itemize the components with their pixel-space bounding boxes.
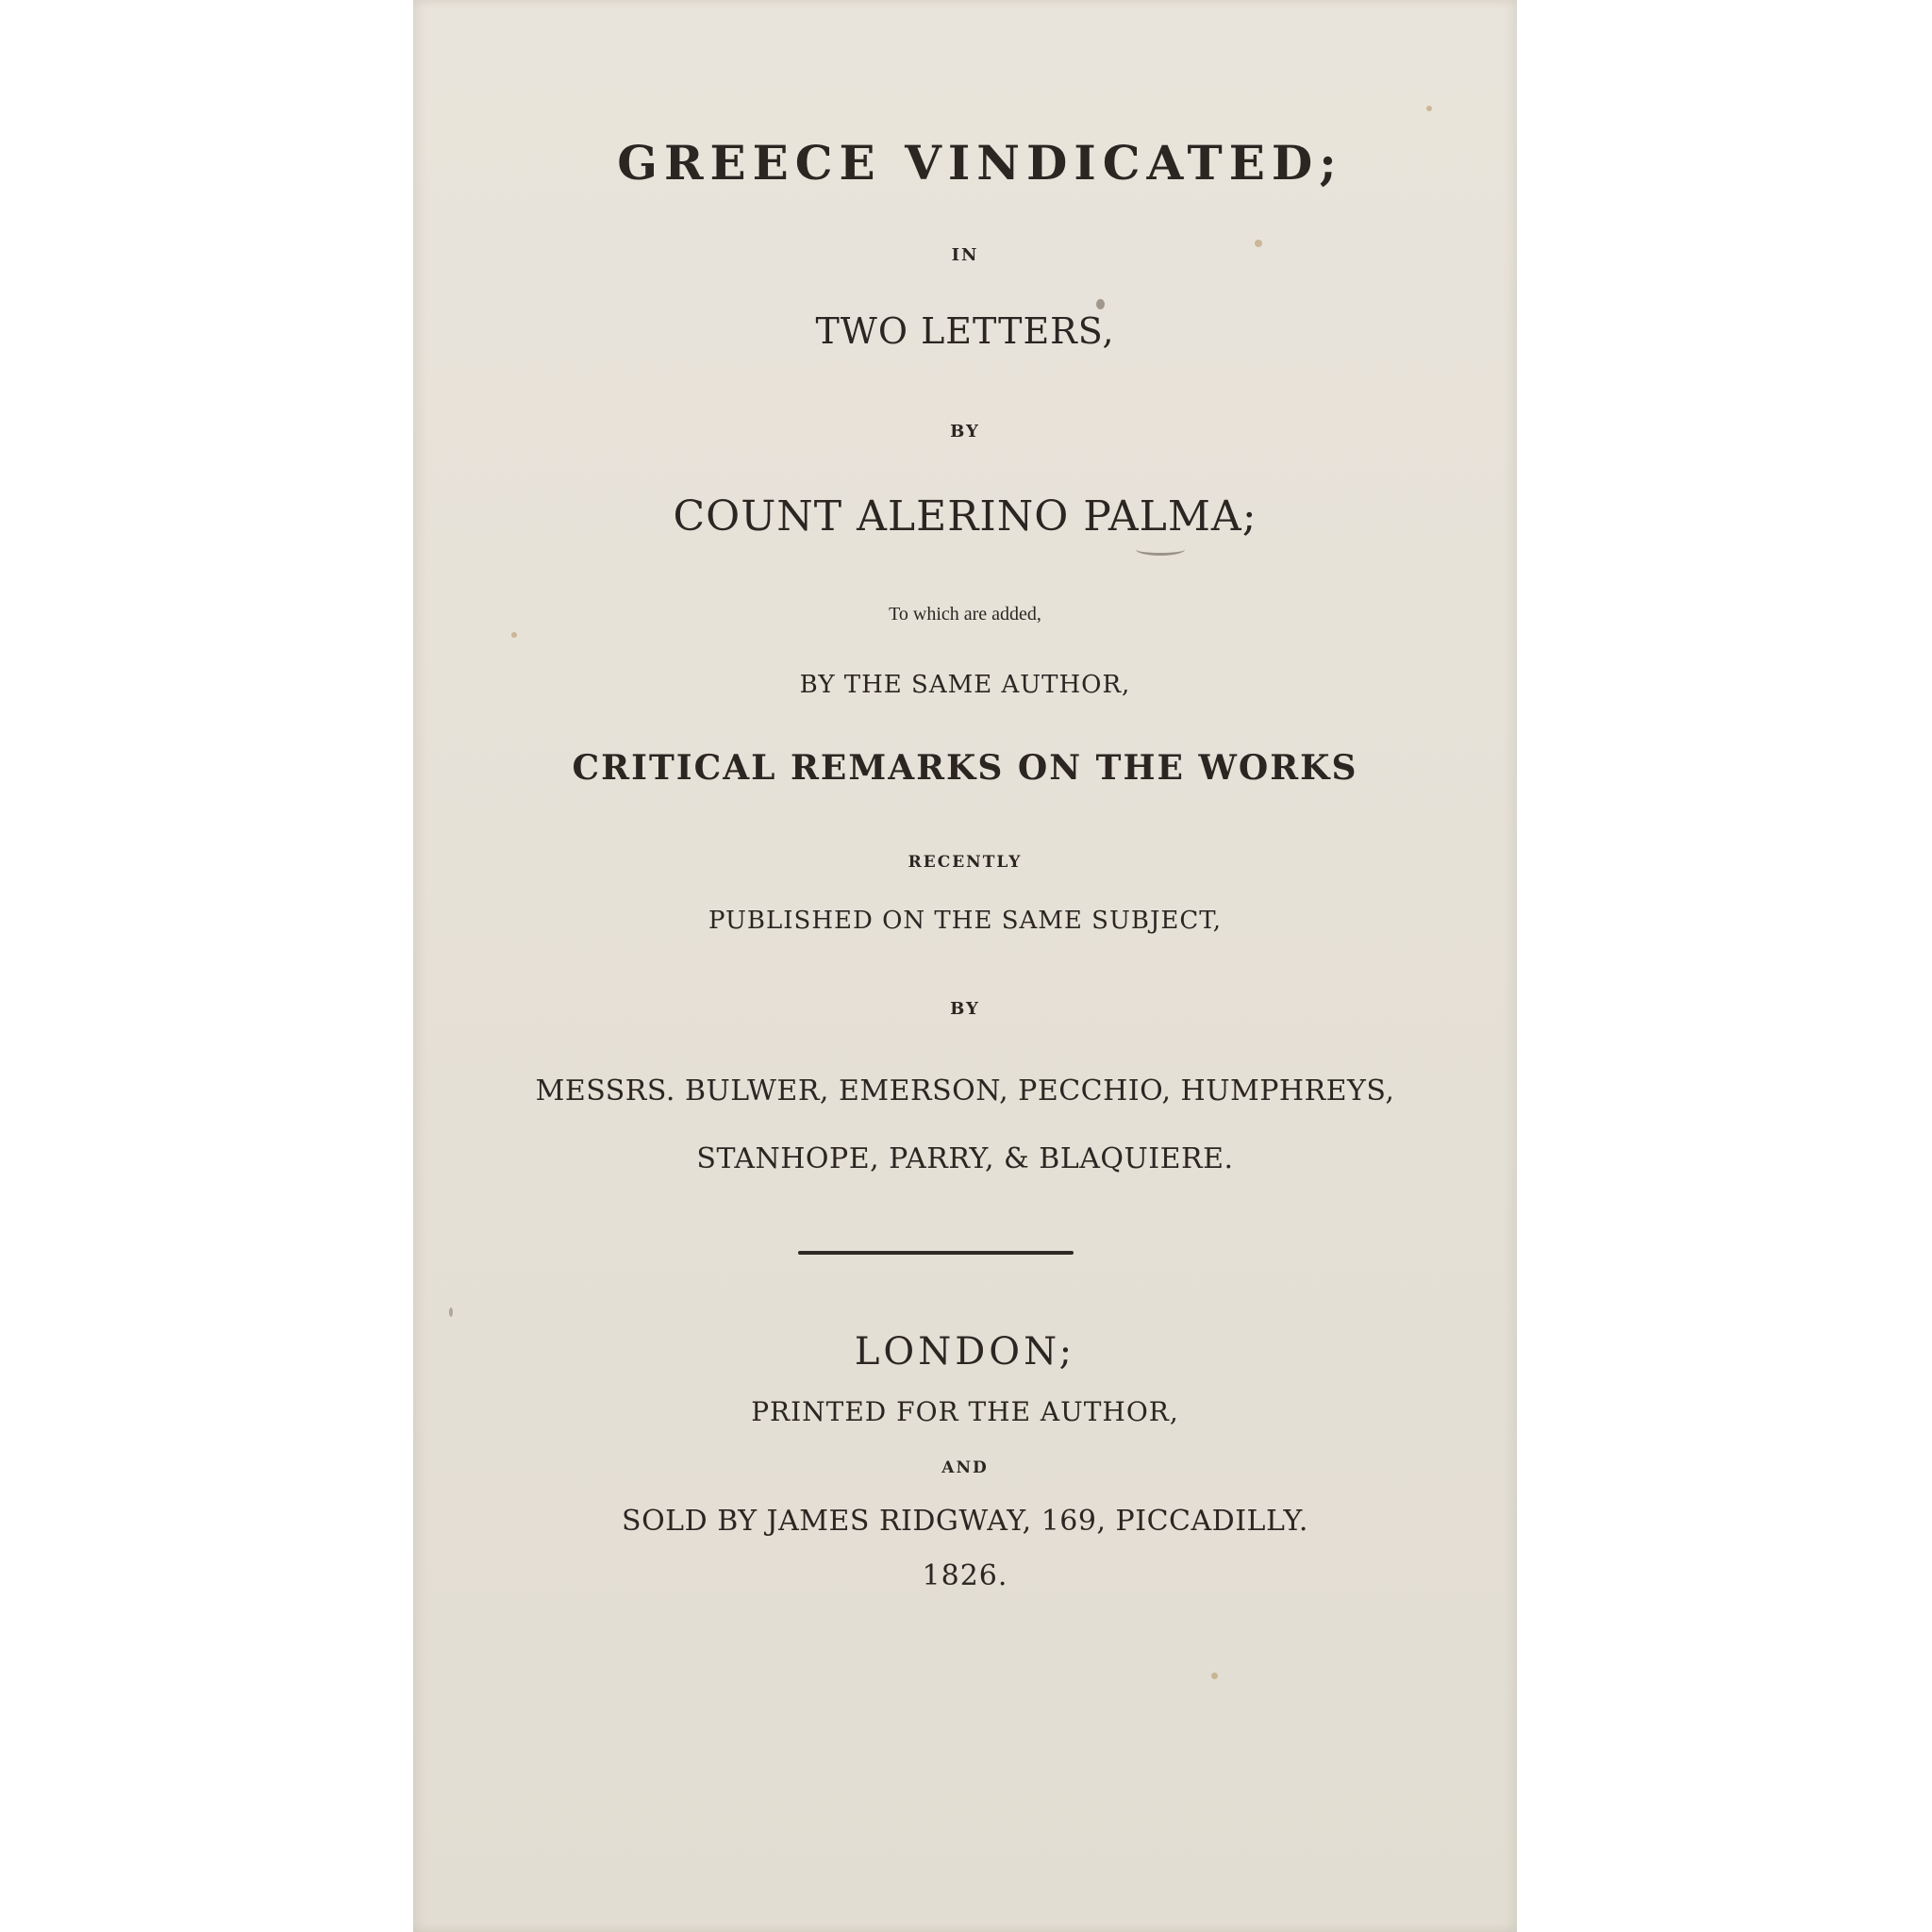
printed-for-line: PRINTED FOR THE AUTHOR, [751,1396,1179,1427]
foxing-spot [1096,299,1105,309]
authors-list-line-1: MESSRS. BULWER, EMERSON, PECCHIO, HUMPHREYS, [535,1074,1395,1108]
pencil-mark [1136,543,1185,556]
critical-remarks-line: CRITICAL REMARKS ON THE WORKS [572,748,1358,788]
by-label: BY [950,422,980,441]
foxing-spot [1426,106,1432,111]
same-author-line: BY THE SAME AUTHOR, [799,671,1131,699]
published-line: PUBLISHED ON THE SAME SUBJECT, [708,907,1223,935]
added-note: To which are added, [889,604,1041,625]
recently-label: RECENTLY [908,853,1023,872]
publication-year: 1826. [922,1559,1008,1592]
imprint-city: LONDON; [854,1330,1076,1374]
foxing-spot [1255,240,1262,247]
foxing-spot [511,632,517,638]
author-name: COUNT ALERINO PALMA; [673,492,1257,541]
foxing-spot [449,1307,453,1317]
authors-list-line-2: STANHOPE, PARRY, & BLAQUIERE. [696,1142,1234,1175]
divider-rule [798,1251,1074,1255]
sold-by-line: SOLD BY JAMES RIDGWAY, 169, PICCADILLY. [622,1505,1308,1538]
two-letters-line: TWO LETTERS, [815,310,1115,352]
foxing-spot [1211,1673,1218,1679]
in-label: IN [951,245,979,265]
title-page [413,0,1517,1932]
book-title: GREECE VINDICATED; [617,135,1343,191]
and-label: AND [941,1458,989,1477]
by-label-2: BY [950,999,980,1019]
